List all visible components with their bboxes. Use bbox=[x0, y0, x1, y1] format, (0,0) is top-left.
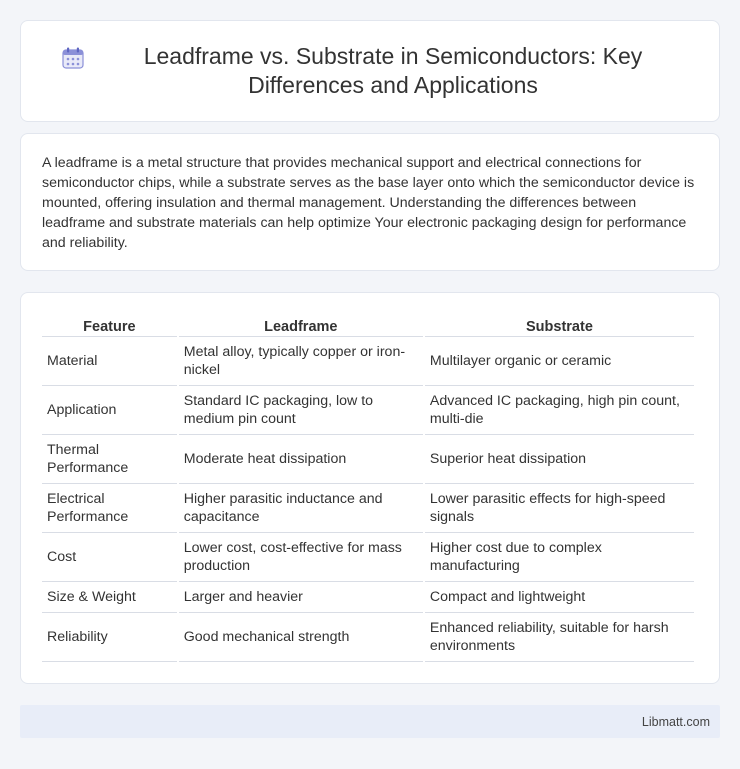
table-row bbox=[42, 484, 694, 533]
row-leadframe: Higher parasitic inductance and capacitance bbox=[179, 484, 423, 533]
header-feature: Feature bbox=[42, 315, 177, 337]
table-row bbox=[42, 435, 694, 484]
footer-brand[interactable]: Libmatt.com bbox=[641, 714, 710, 729]
row-feature: Thermal Performance bbox=[42, 435, 177, 484]
calendar-icon bbox=[61, 46, 85, 70]
intro-card bbox=[20, 133, 720, 271]
row-leadframe: Moderate heat dissipation bbox=[179, 435, 423, 484]
row-leadframe: Standard IC packaging, low to medium pin count bbox=[179, 386, 423, 435]
row-leadframe: Good mechanical strength bbox=[179, 613, 423, 662]
row-feature: Size & Weight bbox=[42, 582, 177, 613]
intro-paragraph: A leadframe is a metal structure that provides mechanical support and electrical connections for semiconductor chips, while a substrate serves as the base layer onto which the semiconductor device is mounted, offering insulation and thermal management. Understanding the differences between leadframe and substrate materials can help optimize Your electronic packaging design for performance and reliability. bbox=[42, 155, 695, 251]
row-leadframe: Lower cost, cost-effective for mass production bbox=[179, 533, 423, 582]
table-row bbox=[42, 613, 694, 662]
row-feature: Electrical Performance bbox=[42, 484, 177, 533]
table-row bbox=[42, 386, 694, 435]
row-leadframe: Metal alloy, typically copper or iron-nickel bbox=[179, 337, 423, 386]
row-substrate: Advanced IC packaging, high pin count, multi-die bbox=[425, 386, 694, 435]
header-substrate: Substrate bbox=[425, 315, 694, 337]
row-substrate: Higher cost due to complex manufacturing bbox=[425, 533, 694, 582]
row-feature: Material bbox=[42, 337, 177, 386]
row-feature: Application bbox=[42, 386, 177, 435]
row-feature: Reliability bbox=[42, 613, 177, 662]
table-row bbox=[42, 533, 694, 582]
comparison-card bbox=[20, 292, 720, 684]
title-wrap bbox=[21, 42, 719, 100]
table-header-row bbox=[42, 315, 694, 337]
comparison-table bbox=[40, 315, 696, 662]
row-substrate: Compact and lightweight bbox=[425, 582, 694, 613]
footer bbox=[20, 705, 720, 738]
table-row bbox=[42, 582, 694, 613]
title-card bbox=[20, 20, 720, 122]
header-leadframe: Leadframe bbox=[179, 315, 423, 337]
row-leadframe: Larger and heavier bbox=[179, 582, 423, 613]
row-feature: Cost bbox=[42, 533, 177, 582]
row-substrate: Superior heat dissipation bbox=[425, 435, 694, 484]
row-substrate: Lower parasitic effects for high-speed signals bbox=[425, 484, 694, 533]
row-substrate: Multilayer organic or ceramic bbox=[425, 337, 694, 386]
row-substrate: Enhanced reliability, suitable for harsh environments bbox=[425, 613, 694, 662]
table-row bbox=[42, 337, 694, 386]
page-title: Leadframe vs. Substrate in Semiconductors: Key Differences and Applications bbox=[143, 43, 643, 98]
